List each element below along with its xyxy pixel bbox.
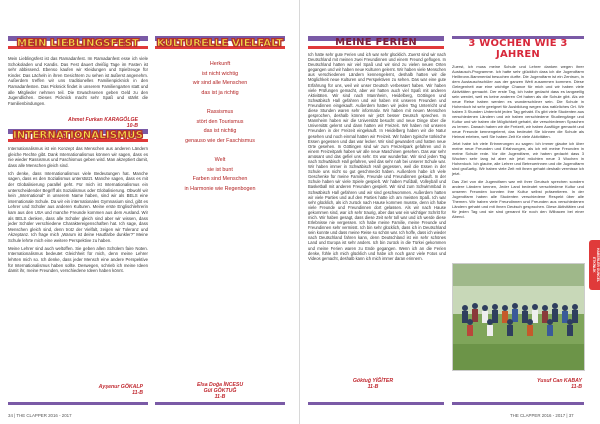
poem-line: stört den Tourismus [196, 118, 244, 125]
paragraph: Jetzt habe ich viele Erinnerungen zu sagen: Ich immer glaube ich über meine neue Freunden und Erfahrungen, als ich mit meine Freunden in meine Schule rede. Vor die Jugendfarm, wir haben gedacht dass 3 Wochen sehr lang ist aber wir jetzt möchten neue 3 Wochen in Hohenloch. Ich glaube, alle Lehrer und Betreuerinnen und die Jugendfarm sind großartig. Wir haben viele Zeit mit ihnen gehabt deshalb vermisse ich jetzt. [452, 141, 584, 177]
poem-line: ist nicht wichtig [201, 70, 239, 77]
side-tab [589, 240, 600, 290]
group-photo [452, 263, 585, 371]
author-name: Yusuf Can KABAY [537, 378, 582, 384]
bottom-stripe-col2 [155, 402, 285, 405]
paragraph: Ich denke, dass Internationalismus viele Bedeutungen hat. Manche sagen, dass es den Sozialismus unterstützt. Manche sagen, dass es mit der Globalisierung parallel geht. Für mich ist Internationalismus ein unterscheidender Begriff als Sozialismus oder Globalisierung. Obwohl wir kein „International“ in unserem Name haben, sind wir als BELS eine internationale Schule. Da wir ein internationales Gymnasium sind, gibt es Lehrer und Schüler aus anderen Kulturen. Meine erste Englischlehrerin kam aus den USA und manche Freunde kommen aus dem Ausland. Wir als BELS denken, dass alle Schüler gleich sind aber wir wissen, dass jeder Schüler verschiedene Charaktereigenschaften hat. Ich sage, dass Menschen gleich sind, denn trotz der Vielfalt, zeigen wir Toleranz und Akzeptanz. Ich frage mich „Warum ist deine Hautfarbe dunkler?“ Meine Schule lehrte mich eine weitere Perspektive zu haben. [8, 170, 148, 243]
poem-line: Herkunft [209, 61, 231, 67]
author-name: Ahmet Furkan KARAGÖLGE [67, 117, 138, 123]
paragraph: Internationalismus ist ein Konzept das Menschen aus anderen Ländern gleiche Rechte gibt. Dank Internationalismus können wir sagen, dass es nie wieder Rassismus und Faschismus geben wird. Man akzeptiert damit, dass alle Menschen gleich sind. [8, 146, 148, 168]
article-lieblingsfest [8, 56, 148, 109]
author-class: 11-B [132, 390, 143, 396]
side-tab-label: HABERLER GÜNCEL ETKİNLİK [592, 247, 600, 283]
author-name: Göktuğ YİĞİTER [352, 378, 394, 384]
author-name: Ayşenur GÖKALP [98, 384, 143, 390]
poem-line: sie ist bunt [207, 166, 233, 173]
headline-ferien: MEINE FERIEN [335, 37, 417, 48]
author-block-wochen [452, 378, 582, 390]
article-ferien [308, 52, 446, 263]
poem-vielfalt [155, 60, 285, 194]
bottom-stripe [8, 402, 148, 405]
headline-lieblingsfest: MEIN LIEBLINGSFEST [16, 38, 140, 49]
author-class: 11-B [571, 384, 582, 390]
paragraph: Meine Lehrer sind auch weltoffen. Sie geben allen Schülern faire Noten. Internationalismus bedeutet Gleichheit für mich, denn meine Lehrer lehrten mich so. Ich denke, dass jeder Mensch eine andere Perspektive für Internationalismus haben sollte. Deswegen, schrieb ich meine Ideen damit ihr, meine Freunden, verschiedene Ideen haben könnt. [8, 245, 148, 274]
author-class: 11-B [367, 384, 379, 390]
poem-line: Rassismus [206, 108, 234, 115]
poem-line [155, 98, 285, 108]
page-footer: 34 | THE CLAPPER 2016 - 2017 [8, 413, 72, 418]
author-name: Elsa Doğa İNCESU [196, 382, 244, 388]
headline-vielfalt: KULTURELLE VIELFALT [156, 38, 284, 49]
poem-line [155, 146, 285, 156]
paragraph: Mein Lieblingsfest ist das Ramadanfest. Im Ramadanfest esse ich viele Schokoladen und Kandis. Das Fest dauert dreißig Tage im Fasten ist sehr abbissend. Ebenso kaufen wir Kleidungen und Spielzeuge für Kinder. Das Lächeln in ihren Gesichtern zu sehen ist äußerst angenehm. Außerdem treffen wir uns traditionelles Familienpicknick in den Ramadanfesten. Das Picknick findet in unserem Familiengarten statt und alle Mitglieder nehmen teil. Die Erwachsenen geben Geld zu den Jugendlichen. Dieses Picknick macht sehr Spaß und stärkt die Familienbindungen. [8, 56, 148, 106]
article-wochen [452, 64, 584, 221]
author-block-ferien [308, 378, 438, 390]
poem-line: in Harmonie wie Regenbogen [184, 185, 256, 192]
bottom-stripe-wochen [452, 402, 584, 405]
poem-line: genauso wie der Faschismus [185, 137, 255, 144]
author-block [8, 117, 138, 129]
author-block-col2 [155, 382, 285, 400]
paragraph: Ich hatte sehr gute Ferien und ich war sehr glücklich. Zuerst sind wir nach Deutschland mit meinen zwei Freundinnen und einem Freund geflogen. In Deutschland hatten wir viel Spaß und wir sind zu vielen neuen Orten gegangen und wir haben neue Kulturen gelernt. Wir haben viele Menschen aus verschiedenen Ländern kennengelernt, deshalb hatten wir die Möglichkeit neue Kulturen und Perspektiven zu sehen. Das war eine gute Erfahrung für uns, weil wir unser Deutsch verbessert haben. Wir haben viele Prüfungen gemacht, aber wir hatten auch viel Spaß mit anderen Aktivitäten. Wir sind nach Mannheim, Heidelberg, Göttingen und Schwäbisch Hall gefahren und wir haben mit unseren Freunden und Freundinnen eingekauft. Außerdem hatten wir jeden Tag Unterricht und diese Stunden waren sehr informativ. Wir haben mit neuen Menschen gesprochen, deshalb können wir jetzt besser Deutsch sprechen. In Mannheim haben wir die Universität besucht und neue Dinge über die Universität gelernt und dann hatten wir Freizeit. Wir haben mit unseren Freunden in der Freizeit eingekauft. In Heidelberg haben wir die Natur gesehen und noch einmal hatten wir Freizeit. Wir haben typische türkische Essen gegessen und das war lecker. Wir sind gewandert und hatten neue Orte gesehen. In Göttingen sind wir zum Freizeitpark gefahren und in einem Freizeitpark haben wir alle neue Maschinen gesehen. Das war sehr amüsant und das gefiel uns sehr. Es war wunderbar. Wir sind jeden Tag nach Schwäbisch Hall gefahren, weil das sehr nah bei unserer Schule war. Wir haben immer in Schwäbisch Hall gegessen, weil die Essen in der Schule uns nicht so gut geschmeckt haben. Außerdem habe ich viele Geschenke für meine Familie, Freunde und Freundinnen gekauft. In der Schule haben wir viele Spiele gespielt. Wir haben Fußball, Volleyball und Basketball mit anderen Freunden gespielt. Wir sind zum Schwimmbad in Schwäbisch Hall gefahren und wir sind geschwommen. Außerdem hatten wir viele Parties und auf den Parties hatte ich am meisten Spaß. Ich war sehr glücklich, als ich zurück nach Hause kommen musste, denn ich habe viele Freunde und Freundinnen dort gelassen. Als wir nach Hause gekommen sind, war ich sehr traurig, aber das war ein wichtiger Schritt für mich. Wir haben gesagt, dass diese Zeit sehr toll war und ich werde diese Erlebnisse nie vergessen. Ich habe meine Familie, meine Freunde und Freundinnen sehr vermisst. Ich bin sehr glücklich, dass ich in Deutschland sein konnte und dass meine Reise so schön war. Ich hoffe, dass ich wieder nach Deutschland fahren kann, denn Deutschland ist ein sehr schönes Land und Europa ist sehr anders. Ich bin zurück in die Türkei gekommen und meine Ferien waren zu Ende gegangen. Wenn ich an die Ferien denke, fühle ich mich glücklich und habe ich noch ganz viele Fotos und Videos gemacht, deshalb kann ich mich immer daran erinnern. [308, 52, 446, 261]
poem-line: Welt [214, 156, 226, 163]
group-photo-icon [453, 264, 584, 370]
paragraph: Das Ziel von die Jugendfarm war mit ihrer Deutsch sprechen sondern andere Ländern kennen, Jeder Land bedeutet verschiedene Kultur und unseren Freunden konnten ihre Kultur selbst präsentieren. In der Jugendfarm haben alle Studenten verschiedene Respekt über alle Themen. Wir haben viele Freundinnen und Freunden aus verschiedenen Ländern gehabt und mit ihnen Deutsch gesprochen. Diese Aktivitäten und für jeden Tag und sie sind genannt für noch den Wilbacen bei einer Abend. [452, 178, 584, 219]
poem-line: das ist nichtig [203, 128, 237, 135]
headline-internationalismus: INTERNATIONALISMUS [12, 130, 144, 141]
poem-line: das ist ja richtig [201, 89, 239, 96]
headline-wochen: 3 WOCHEN WIE 3 JAHREN [468, 38, 568, 60]
poem-line: Farben sind Menschen [192, 176, 248, 183]
bottom-stripe-ferien [308, 402, 444, 405]
paragraph: Zuerst, ich muss meine Schule und Lehrer danken wegen ihrer Austausch-Programme. Ich hatte sehr glücklich dass ich die Jugendfarm Heilbronn-Bammental besuchen durfte. Die Jugendfarm ist ein Zentrum, in dem Austauschschüler aus der ganzen Welt zusammen kommen. Diese Gelegenheit war eine wichtige Chance für mich und wir haben viele Aktivitäten gemacht. Der erste Tag, ich habe gedacht dass es langweilig sein werdet, weil es keine anderen Ort haben als die Schule gibt. Als wir neue Reise haben werden es wunderschöner sein. Die Schule in Hohenloch ist sehr geeignet für Ausbildung wegen das natürliches Ort. Wir haben 3 Stunden Unterricht jeden Tag gehabt. Es gibt viele Studenten aus verschiedenen Ländern und wir haben verschiedene Studiengänge und Kultur und wir haben die Möglichkeit gehabt, die verschiedenen Sprachen zu lernen. Danach haben wir die Freizeit, wir haben Ausflüge gemacht und neue Freunde kennengelernt, das bedeutet Sie können die Schule als Heimat erleben, weil Sie haben Zeit für viele Aktivitäten. [452, 64, 584, 139]
article-internationalismus [8, 146, 148, 276]
author-name: Gül GÖKTUĞ [203, 388, 237, 394]
poem-line: wir sind alle Menschen [192, 80, 248, 87]
author-class: 11-B [214, 394, 226, 400]
author-block-2 [8, 384, 143, 396]
page-footer-right: THE CLAPPER 2016 - 2017 | 37 [510, 413, 574, 418]
author-class: 10-B [126, 123, 138, 129]
